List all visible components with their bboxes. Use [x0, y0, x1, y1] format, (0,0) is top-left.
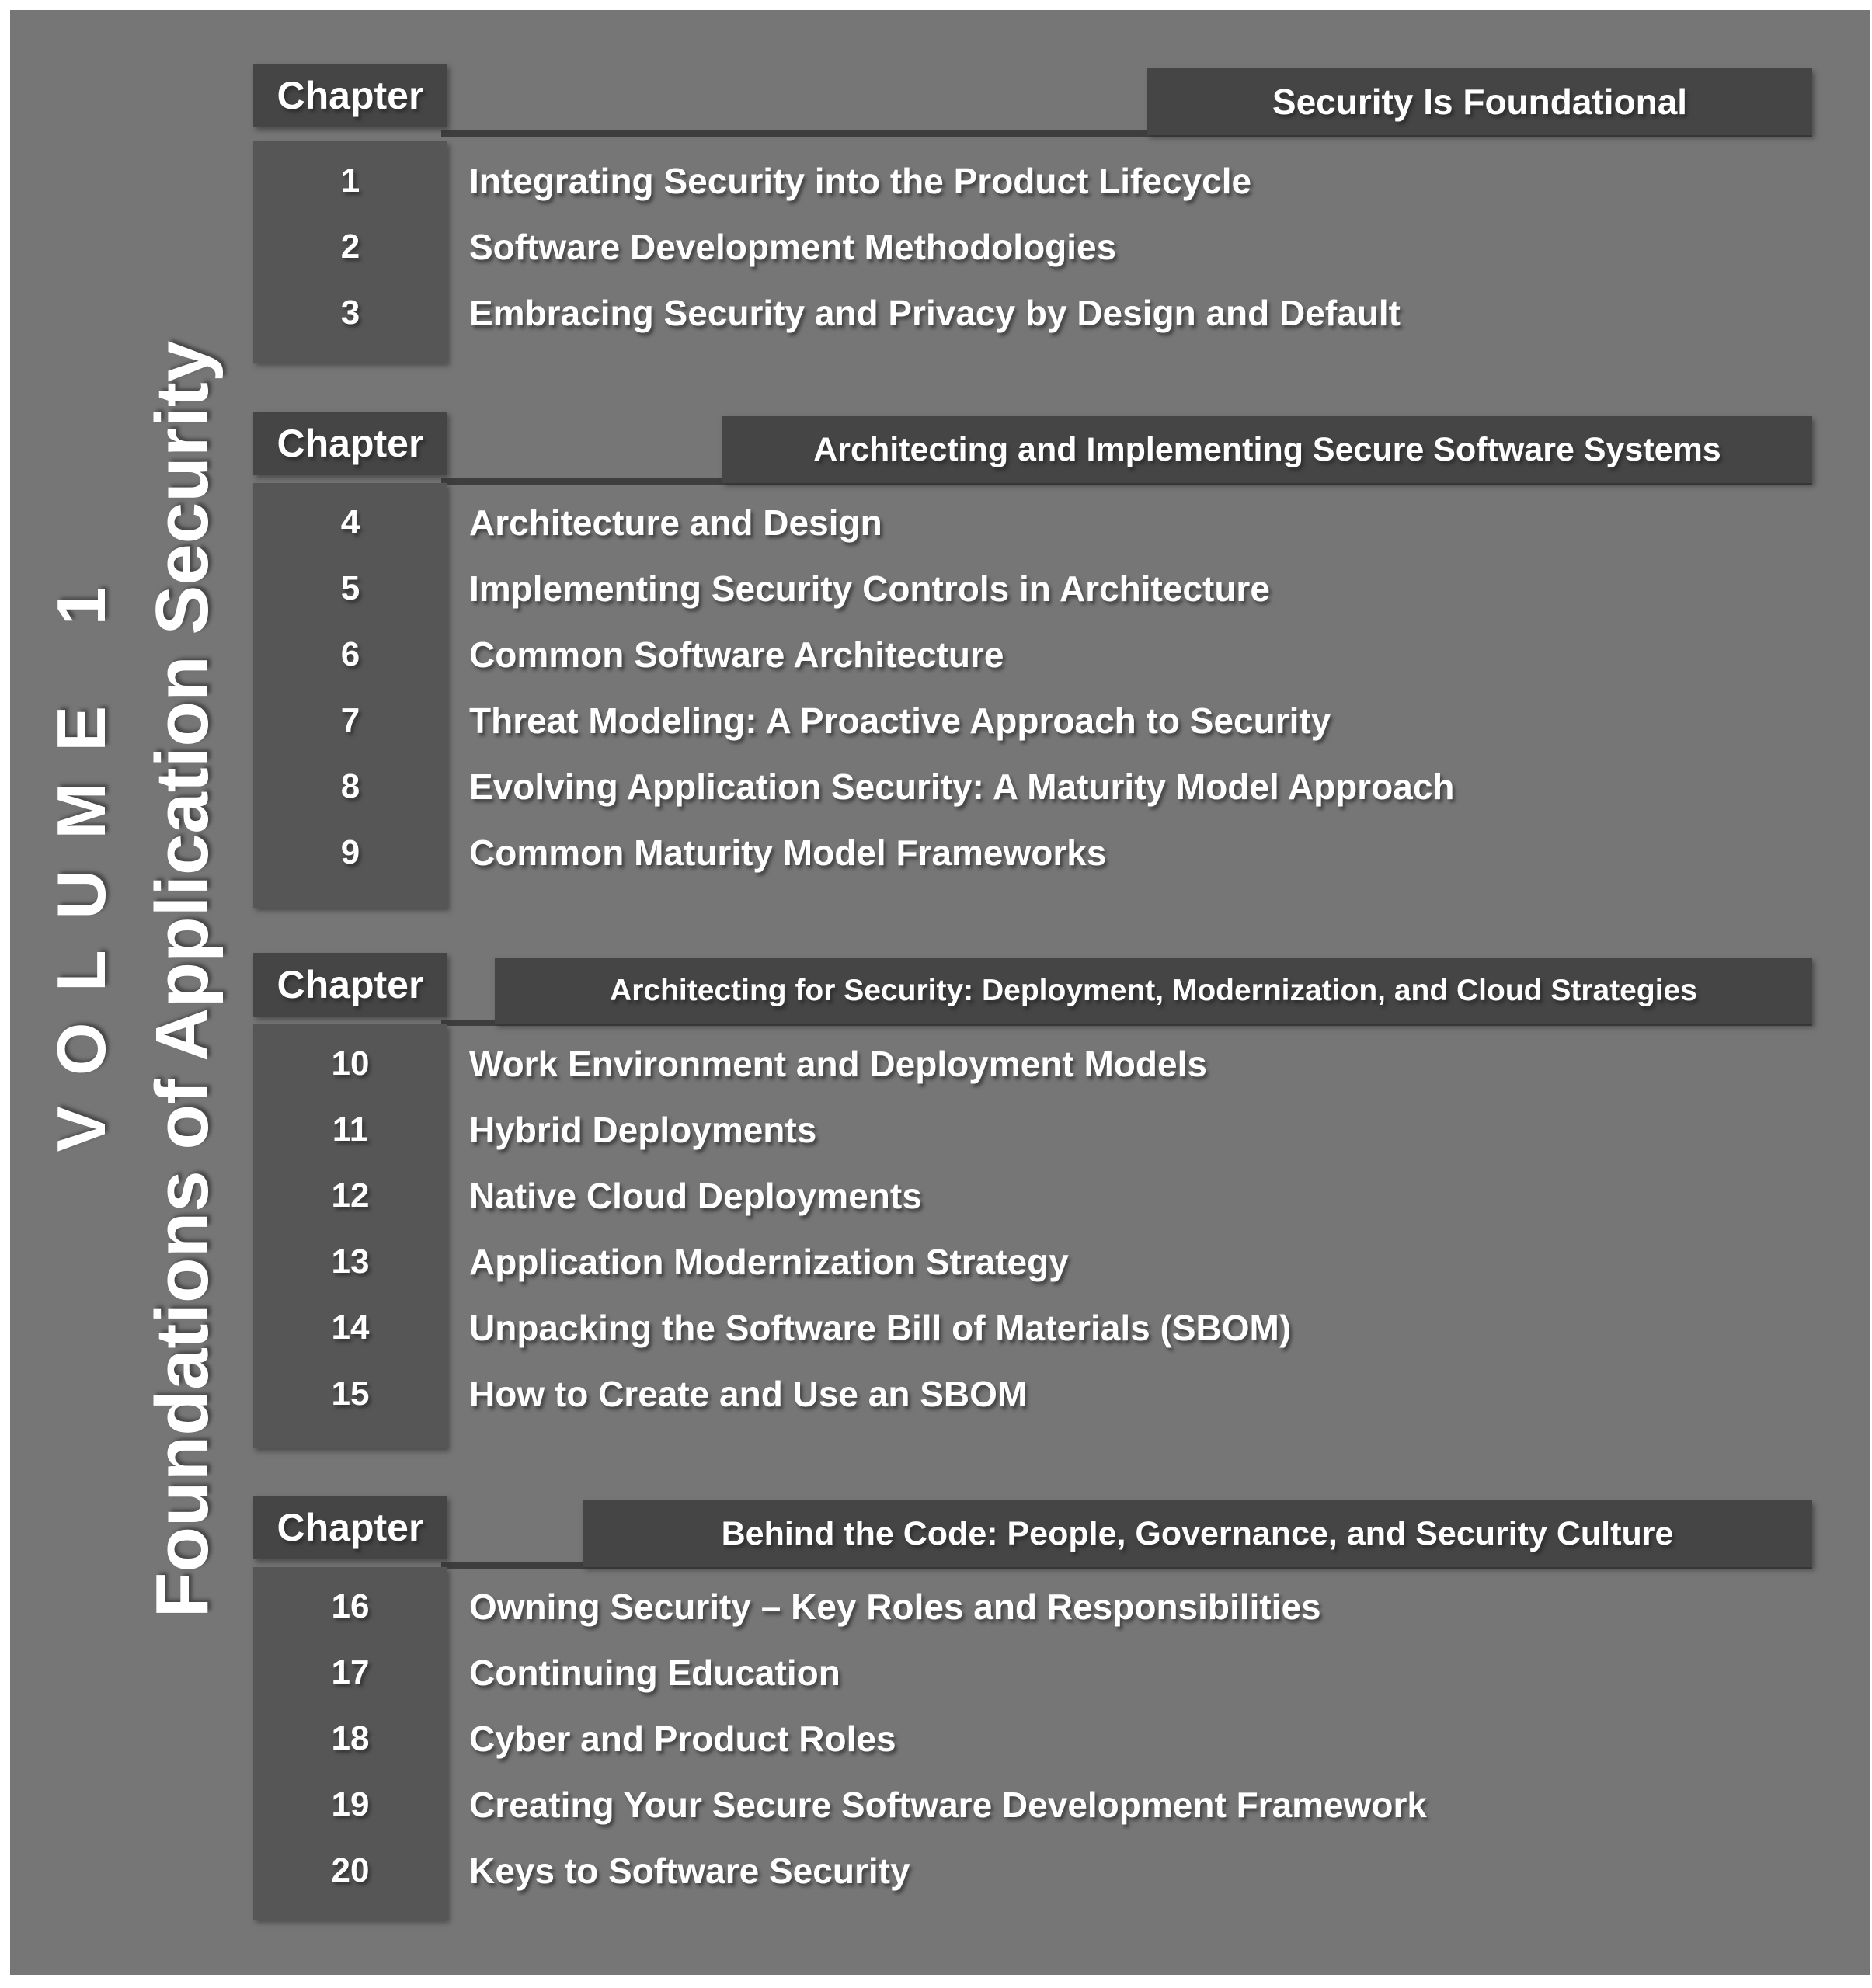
chapter-list: [253, 483, 1839, 885]
volume-label: VOLUME 1: [43, 556, 120, 1152]
chapter-row: [253, 555, 1839, 621]
chapter-row: [253, 1361, 1839, 1427]
chapter-number: 6: [340, 634, 360, 673]
chapter-row: [253, 1771, 1839, 1837]
chapter-header-label: Chapter: [277, 963, 424, 1006]
chapter-number: 19: [331, 1785, 370, 1823]
chapter-row: [253, 1573, 1839, 1639]
chapter-list: [253, 1567, 1839, 1903]
chapter-number: 15: [331, 1374, 370, 1413]
chapter-title: Architecture and Design: [469, 502, 882, 543]
chapter-number: 11: [332, 1110, 369, 1149]
chapter-header-box: [253, 1496, 447, 1559]
chapter-title: Owning Security – Key Roles and Responsibilities: [469, 1586, 1321, 1627]
chapter-header-box: [253, 64, 447, 127]
chapter-title: Application Modernization Strategy: [469, 1241, 1069, 1282]
section-title: Behind the Code: People, Governance, and Security Culture: [721, 1514, 1674, 1552]
section-title-bar: [1147, 68, 1812, 135]
chapter-number: 3: [340, 293, 360, 332]
chapter-number: 18: [331, 1719, 370, 1757]
chapter-row: [253, 280, 1839, 346]
chapter-number: 12: [331, 1176, 370, 1215]
chapter-row: [253, 1097, 1839, 1163]
chapter-number: 2: [340, 227, 360, 266]
chapter-title: Embracing Security and Privacy by Design and Default: [469, 292, 1401, 333]
chapter-title: Unpacking the Software Bill of Materials (SBOM): [469, 1307, 1292, 1348]
chapter-title: Cyber and Product Roles: [469, 1718, 896, 1759]
chapter-row: [253, 621, 1839, 687]
chapter-row: [253, 214, 1839, 280]
chapter-title: Common Maturity Model Frameworks: [469, 832, 1107, 873]
chapter-row: [253, 489, 1839, 555]
chapter-row: [253, 1163, 1839, 1229]
chapter-title: Hybrid Deployments: [469, 1109, 817, 1150]
chapter-number: 20: [331, 1851, 370, 1889]
chapter-row: [253, 1639, 1839, 1705]
chapter-number: 4: [340, 502, 360, 541]
chapter-title: Creating Your Secure Software Development Framework: [469, 1784, 1427, 1825]
section-title: Architecting for Security: Deployment, Modernization, and Cloud Strategies: [610, 974, 1697, 1007]
chapter-title: How to Create and Use an SBOM: [469, 1373, 1028, 1414]
chapter-number: 14: [331, 1308, 370, 1347]
chapter-number: 13: [331, 1242, 370, 1281]
chapter-row: [253, 1295, 1839, 1361]
chapter-header-box: [253, 412, 447, 475]
chapter-number: 10: [331, 1044, 370, 1083]
chapter-number: 9: [340, 832, 360, 871]
chapter-row: [253, 1030, 1839, 1097]
chapter-row: [253, 753, 1839, 819]
chapter-number: 17: [331, 1653, 370, 1691]
chapter-list: [253, 1024, 1839, 1427]
chapter-row: [253, 687, 1839, 753]
chapter-title: Threat Modeling: A Proactive Approach to Security: [469, 700, 1331, 741]
chapter-row: [253, 1705, 1839, 1771]
toc-page: [10, 10, 1870, 1975]
chapter-title: Work Environment and Deployment Models: [469, 1043, 1207, 1084]
chapter-header-box: [253, 953, 447, 1017]
section-title-bar: [583, 1500, 1812, 1567]
chapter-row: [253, 148, 1839, 214]
chapter-header-label: Chapter: [277, 422, 424, 465]
chapter-title: Native Cloud Deployments: [469, 1175, 922, 1216]
chapter-row: [253, 1837, 1839, 1903]
chapter-row: [253, 1229, 1839, 1295]
section-title-bar: [722, 416, 1812, 483]
chapter-number: 5: [340, 568, 360, 607]
chapter-list: [253, 141, 1839, 346]
chapter-title: Evolving Application Security: A Maturity Model Approach: [469, 766, 1455, 807]
chapter-title: Continuing Education: [469, 1652, 840, 1693]
chapter-row: [253, 819, 1839, 885]
chapter-title: Integrating Security into the Product Lifecycle: [469, 160, 1252, 201]
volume-subtitle: Foundations of Application Security: [141, 340, 224, 1618]
chapter-number: 7: [340, 700, 360, 739]
chapter-title: Software Development Methodologies: [469, 226, 1117, 267]
chapter-title: Keys to Software Security: [469, 1850, 910, 1891]
chapter-header-label: Chapter: [277, 1506, 424, 1549]
chapter-number: 16: [331, 1587, 370, 1625]
section-title: Security Is Foundational: [1272, 82, 1688, 122]
chapter-title: Common Software Architecture: [469, 634, 1004, 675]
chapter-header-label: Chapter: [277, 74, 424, 117]
chapter-number: 8: [340, 766, 360, 805]
chapter-title: Implementing Security Controls in Architecture: [469, 568, 1270, 609]
section-title-bar: [495, 958, 1812, 1024]
chapter-number: 1: [340, 161, 360, 200]
section-title: Architecting and Implementing Secure Software Systems: [813, 430, 1721, 468]
